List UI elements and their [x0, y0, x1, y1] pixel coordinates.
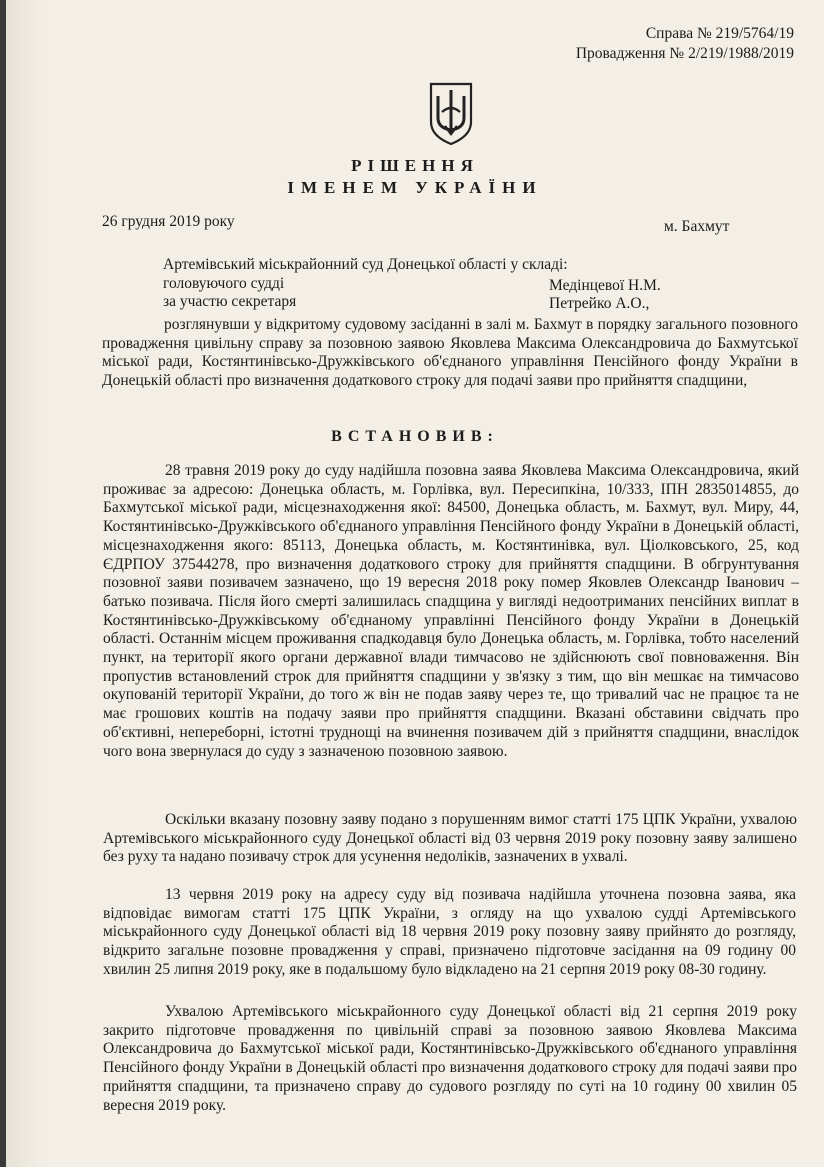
document-page	[6, 0, 824, 1167]
proceeding-number: Провадження № 2/219/1988/2019	[575, 45, 794, 62]
paragraph-1: 28 травня 2019 року до суду надійшла позовна заява Яковлева Максима Олександровича, який проживає за адресою: Донецька область, м. Горлівка, вул. Пересипкіна, 10/333, ІПН 2835014855, до Бахмутської міської ради, місцезнаходження якої: 84500, Донецька область, м. Бахмут, вул. Миру, 44, Костянтинівсько-Дружківського об'єднаного управління Пенсійного фонду України в Донецькій області, місцезнаходження якого: 85113, Донецька область, м. Костянтинівка, вул. Ціолковського, 25, код ЄДРПОУ 37544278, про визначення додаткового строку для прийняття спадщини. В обгрунтування позовної заяви позивачем зазначено, що 19 вересня 2018 року помер Яковлев Олександр Іванович – батько позивача. Після його смерті залишилась спадщина у вигляді недоотриманих пенсійних виплат в Костянтинівсько-Дружківському об'єднаному управлінні Пенсійного фонду України в Донецькій області. Останнім місцем проживання спадкодавця було Донецька область, м. Горлівка, тобто населений пункт, на території якого органи державної влади тимчасово не здійснюють свої повноваження. Він пропустив встановлений строк для прийняття спадщини у зв'язку з тим, що він мешкає на тимчасово окупованій території України, до того ж він не подав заяву через те, що тривалий час не працює та не має грошових коштів на подачу заяви про прийняття спадщини. Вказані обставини свідчать про об'єктивні, непереборні, істотні труднощі на вчинення позивачем дій з прийняття спадщини, внаслідок чого вона звернулася до суду з зазначеною позовною заявою.	[103, 462, 799, 760]
judge-label: головуючого судді	[163, 275, 285, 292]
decision-date: 26 грудня 2019 року	[102, 213, 235, 230]
case-number: Справа № 219/5764/19	[645, 25, 794, 42]
intro-paragraph: розглянувши у відкритому судовому засіданні в залі м. Бахмут в порядку загального позовного провадження цивільну справу за позовною заявою Яковлева Максима Олександровича до Бахмутської міської ради, Костянтинівсько-Дружківського об'єднаного управління Пенсійного фонду України в Донецькій області про визначення додаткового строку для подачі заяви про прийняття спадщини,	[102, 316, 798, 390]
judge-name: Медінцевої Н.М.	[549, 277, 661, 294]
case-reference	[576, 24, 794, 64]
paragraph-2: Оскільки вказану позовну заяву подано з порушенням вимог статті 175 ЦПК України, ухвалою Артемівського міськрайонного суду Донецької області від 03 червня 2019 року позовну заяву залишено без руху та надано позивачу строк для усунення недоліків, зазначених в ухвалі.	[103, 811, 797, 866]
paragraph-4: Ухвалою Артемівського міськрайонного суду Донецької області від 21 серпня 2019 року закрито підготовче провадження по цивільній справі за позовною заявою Яковлева Максима Олександровича до Бахмутської міської ради, Костянтинівсько-Дружківського об'єднаного управління Пенсійного фонду України в Донецькій області про визначення додаткового строку для подачі заяви про прийняття спадщини, та призначено справу до судового розгляду по суті на 10 годину 00 хвилин 05 вересня 2019 року.	[103, 1003, 797, 1114]
decision-subtitle: ІМЕНЕМ УКРАЇНИ	[287, 178, 543, 197]
decision-title: РІШЕННЯ	[351, 156, 479, 175]
trident-emblem-icon	[428, 82, 474, 146]
section-heading: ВСТАНОВИВ:	[331, 428, 499, 445]
paragraph-3: 13 червня 2019 року на адресу суду від позивача надійшла уточнена позовна заява, яка відповідає вимогам статті 175 ЦПК України, з огляду на що ухвалою судді Артемівського міськрайонного суду Донецької області від 18 червня 2019 року позовну заяву прийнято до розгляду, відкрито загальне позовне провадження у справі, призначено підготовче засідання на 09 годину 00 хвилин 25 липня 2019 року, яке в подальшому було відкладено на 21 серпня 2019 року 08-30 годину.	[103, 886, 796, 978]
court-composition: Артемівський міськрайонний суд Донецької області у складі:	[163, 256, 568, 273]
secretary-label: за участю секретаря	[163, 293, 297, 310]
decision-city: м. Бахмут	[664, 218, 730, 235]
secretary-name: Петрейко А.О.,	[549, 295, 650, 312]
